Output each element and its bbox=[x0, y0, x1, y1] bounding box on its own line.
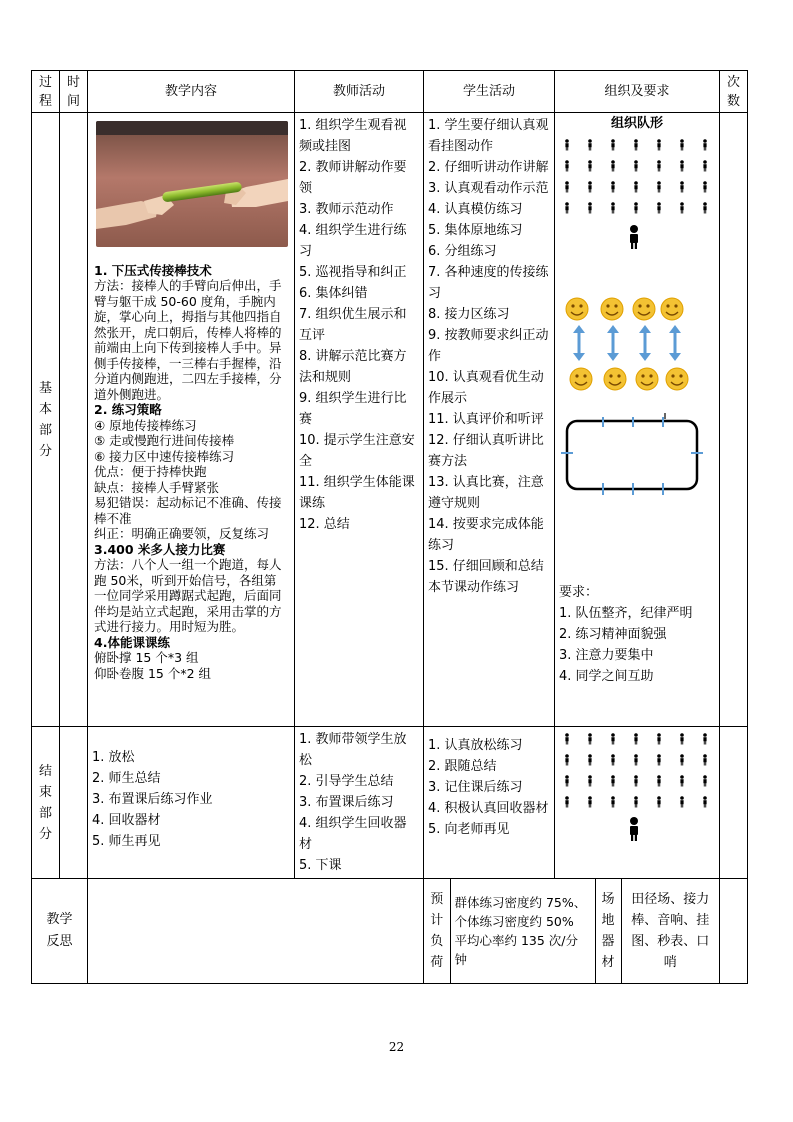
student-activity-item: 8. 接力区练习 bbox=[428, 307, 510, 322]
student-figure-icon bbox=[657, 202, 661, 213]
student-figure-icon bbox=[703, 775, 707, 786]
end-content-item: 5. 师生再见 bbox=[92, 834, 161, 849]
end-student-item: 3. 记住课后练习 bbox=[428, 780, 523, 795]
teacher-activity-list bbox=[299, 115, 419, 535]
smiley-icon bbox=[601, 298, 623, 320]
teacher-activity-item: 11. 组织学生体能课课练 bbox=[299, 475, 415, 511]
smiley-icon bbox=[666, 368, 688, 390]
requirement-item: 1. 队伍整齐，纪律严明 bbox=[559, 606, 693, 621]
header-row bbox=[32, 71, 748, 113]
double-arrow-icon bbox=[669, 325, 681, 361]
basic-organization-cell bbox=[555, 113, 720, 727]
end-student-item: 2. 跟随总结 bbox=[428, 759, 497, 774]
student-figure-icon bbox=[634, 796, 638, 807]
teacher-figure-icon bbox=[630, 225, 638, 249]
student-figure-icon bbox=[634, 202, 638, 213]
double-arrow-icon bbox=[639, 325, 651, 361]
baton-handoff-photo bbox=[96, 121, 288, 247]
header-count bbox=[720, 71, 748, 113]
student-figure-icon bbox=[703, 754, 707, 765]
double-arrow-icon bbox=[573, 325, 585, 361]
requirement-item: 4. 同学之间互助 bbox=[559, 669, 654, 684]
end-part-row bbox=[32, 727, 748, 879]
student-figure-icon bbox=[680, 733, 684, 744]
teacher-activity-item: 1. 组织学生观看视频或挂图 bbox=[299, 118, 407, 154]
student-figure-icon bbox=[588, 775, 592, 786]
header-time bbox=[60, 71, 88, 113]
basic-count-cell bbox=[720, 113, 748, 727]
basic-part-row bbox=[32, 113, 748, 727]
reflection-row bbox=[32, 879, 748, 984]
load-label: 预计负荷 bbox=[430, 892, 444, 970]
student-figure-icon bbox=[565, 796, 569, 807]
teacher-activity-item: 8. 讲解示范比赛方法和规则 bbox=[299, 349, 407, 385]
requirement-item: 3. 注意力要集中 bbox=[559, 648, 654, 663]
section-2-title: 2. 练习策略 bbox=[94, 402, 162, 417]
student-figure-icon bbox=[657, 796, 661, 807]
student-figure-icon bbox=[703, 202, 707, 213]
reflection-content-cell bbox=[88, 879, 424, 984]
requirements-label: 要求： bbox=[559, 585, 599, 600]
student-figure-icon bbox=[565, 202, 569, 213]
student-figure-icon bbox=[588, 139, 592, 150]
venue-label: 场地器材 bbox=[601, 892, 615, 970]
relay-pairs-diagram bbox=[566, 298, 688, 390]
student-figure-icon bbox=[588, 796, 592, 807]
end-teacher-list bbox=[299, 729, 419, 876]
student-figure-icon bbox=[657, 733, 661, 744]
teacher-activity-item: 4. 组织学生进行练习 bbox=[299, 223, 407, 259]
smiley-icon bbox=[604, 368, 626, 390]
student-figure-icon bbox=[657, 181, 661, 192]
practice-item: ⑤ 走或慢跑行进间传接棒 bbox=[94, 433, 235, 448]
header-stage bbox=[32, 71, 60, 113]
student-activity-item: 2. 仔细听讲动作讲解 bbox=[428, 160, 549, 175]
student-activity-item: 14. 按要求完成体能练习 bbox=[428, 517, 544, 553]
student-figure-icon bbox=[588, 160, 592, 171]
formation-title: 组织队形 bbox=[610, 116, 663, 131]
student-figure-icon bbox=[680, 160, 684, 171]
venue-text-cell bbox=[621, 879, 719, 983]
student-figure-icon bbox=[611, 202, 615, 213]
student-figure-icon bbox=[703, 796, 707, 807]
lesson-plan-table bbox=[31, 70, 748, 984]
teacher-activity-item: 5. 巡视指导和纠正 bbox=[299, 265, 407, 280]
basic-content-cell bbox=[88, 113, 295, 727]
student-figure-icon bbox=[588, 181, 592, 192]
student-figure-icon bbox=[565, 181, 569, 192]
header-count-text: 次数 bbox=[726, 74, 740, 109]
fitness-item: 俯卧撑 15 个*3 组 bbox=[94, 650, 199, 665]
practice-note: 缺点：接棒人手臂紧张 bbox=[94, 479, 220, 495]
student-figure-icon bbox=[680, 754, 684, 765]
teacher-activity-item: 12. 总结 bbox=[299, 517, 350, 532]
student-figure-icon bbox=[703, 139, 707, 150]
student-figure-icon bbox=[588, 754, 592, 765]
student-activity-item: 6. 分组练习 bbox=[428, 244, 497, 259]
formation-diagram bbox=[559, 133, 714, 583]
student-activity-item: 7. 各种速度的传接练习 bbox=[428, 265, 549, 301]
practice-note: 易犯错误：起动标记不准确、传接棒不准 bbox=[94, 495, 282, 526]
end-teacher-item: 3. 布置课后练习 bbox=[299, 795, 394, 810]
student-activity-item: 4. 认真模仿练习 bbox=[428, 202, 523, 217]
student-figure-icon bbox=[634, 139, 638, 150]
section-3-title: 3.400 米多人接力比赛 bbox=[94, 541, 226, 557]
load-heart-rate-text: 平均心率约 135 次/分钟 bbox=[454, 933, 579, 967]
end-content-cell bbox=[88, 727, 295, 879]
student-figure-icon bbox=[611, 733, 615, 744]
student-figure-icon bbox=[565, 160, 569, 171]
reflection-count-cell bbox=[720, 879, 748, 984]
basic-student-cell bbox=[424, 113, 555, 727]
teacher-figure-icon bbox=[630, 817, 638, 841]
reflection-label-cell bbox=[32, 879, 88, 984]
basic-time-cell bbox=[60, 113, 88, 727]
end-student-list bbox=[428, 735, 550, 840]
student-figure-icon bbox=[611, 775, 615, 786]
end-teacher-item: 4. 组织学生回收器材 bbox=[299, 816, 407, 852]
page-number: 22 bbox=[388, 1040, 405, 1054]
load-venue-table bbox=[424, 879, 719, 983]
end-stage-label: 结束部分 bbox=[38, 763, 52, 842]
header-content: 教学内容 bbox=[88, 71, 295, 113]
end-content-list bbox=[92, 747, 290, 852]
student-activity-item: 12. 仔细认真听讲比赛方法 bbox=[428, 433, 544, 469]
section-3-text: 方法：八个人一组一个跑道，每人跑 50米，听到开始信号，各组第一位同学采用蹲踞式起跑，后面同伴均是站立式起跑，采用击掌的方式进行接力。用时短为胜。 bbox=[94, 557, 282, 634]
teacher-activity-item: 6. 集体纠错 bbox=[299, 286, 368, 301]
requirements-list bbox=[559, 603, 715, 687]
end-teacher-cell bbox=[295, 727, 424, 879]
end-teacher-item: 2. 引导学生总结 bbox=[299, 774, 394, 789]
student-activity-item: 11. 认真评价和听评 bbox=[428, 412, 544, 427]
student-figure-icon bbox=[611, 796, 615, 807]
student-activity-item: 9. 按教师要求纠正动作 bbox=[428, 328, 549, 364]
header-stage-text: 过程 bbox=[38, 74, 52, 109]
header-time-text: 时间 bbox=[66, 74, 80, 109]
practice-item: ④ 原地传接棒练习 bbox=[94, 417, 197, 433]
requirement-item: 2. 练习精神面貌强 bbox=[559, 627, 667, 642]
section-4-title: 4.体能课课练 bbox=[94, 634, 170, 650]
student-activity-item: 15. 仔细回顾和总结本节课动作练习 bbox=[428, 559, 544, 595]
student-figure-icon bbox=[703, 160, 707, 171]
teacher-activity-item: 7. 组织优生展示和互评 bbox=[299, 307, 407, 343]
student-figure-icon bbox=[634, 181, 638, 192]
relay-track-diagram bbox=[561, 413, 703, 495]
student-figure-icon bbox=[565, 775, 569, 786]
student-figure-icon bbox=[680, 181, 684, 192]
student-figure-icon bbox=[565, 733, 569, 744]
end-student-item: 5. 向老师再见 bbox=[428, 822, 510, 837]
student-figure-icon bbox=[680, 775, 684, 786]
header-teacher: 教师活动 bbox=[295, 71, 424, 113]
student-figure-icon bbox=[565, 139, 569, 150]
fitness-item: 仰卧卷腹 15 个*2 组 bbox=[94, 665, 212, 681]
end-content-item: 2. 师生总结 bbox=[92, 771, 161, 786]
student-figure-icon bbox=[611, 754, 615, 765]
reflection-details-cell bbox=[424, 879, 720, 984]
venue-label-cell bbox=[595, 879, 621, 983]
double-arrow-icon bbox=[607, 325, 619, 361]
basic-teacher-cell bbox=[295, 113, 424, 727]
end-count-cell bbox=[720, 727, 748, 879]
practice-item: ⑥ 接力区中速传接棒练习 bbox=[94, 448, 235, 464]
student-figure-icon bbox=[657, 139, 661, 150]
basic-stage-cell bbox=[32, 113, 60, 727]
student-figure-icon bbox=[703, 733, 707, 744]
smiley-icon bbox=[633, 298, 655, 320]
header-organization: 组织及要求 bbox=[555, 71, 720, 113]
end-teacher-item: 5. 下课 bbox=[299, 858, 342, 873]
student-figure-icon bbox=[588, 733, 592, 744]
student-figure-icon bbox=[611, 139, 615, 150]
student-figure-icon bbox=[680, 202, 684, 213]
end-organization-cell bbox=[555, 727, 720, 879]
load-text-cell bbox=[450, 879, 595, 983]
student-figure-icon bbox=[657, 160, 661, 171]
smiley-icon bbox=[661, 298, 683, 320]
student-figure-icon bbox=[611, 181, 615, 192]
student-activity-item: 1. 学生要仔细认真观看挂图动作 bbox=[428, 118, 549, 154]
teacher-activity-item: 2. 教师讲解动作要领 bbox=[299, 160, 407, 196]
end-content-item: 1. 放松 bbox=[92, 750, 135, 765]
student-figure-icon bbox=[657, 775, 661, 786]
student-activity-item: 3. 认真观看动作示范 bbox=[428, 181, 549, 196]
student-activity-list bbox=[428, 115, 550, 598]
teacher-activity-item: 9. 组织学生进行比赛 bbox=[299, 391, 407, 427]
smiley-icon bbox=[636, 368, 658, 390]
smiley-icon bbox=[570, 368, 592, 390]
end-student-cell bbox=[424, 727, 555, 879]
venue-text: 田径场、接力棒、音响、挂图、秒表、口哨 bbox=[631, 892, 710, 970]
student-figure-icon bbox=[634, 775, 638, 786]
student-figure-icon bbox=[634, 160, 638, 171]
student-figure-icon bbox=[611, 160, 615, 171]
student-figure-icon bbox=[634, 754, 638, 765]
end-student-item: 1. 认真放松练习 bbox=[428, 738, 523, 753]
header-student: 学生活动 bbox=[424, 71, 555, 113]
student-formation-grid bbox=[565, 733, 707, 807]
student-figure-icon bbox=[703, 181, 707, 192]
end-formation-diagram bbox=[559, 729, 714, 847]
end-stage-cell bbox=[32, 727, 60, 879]
end-content-item: 4. 回收器材 bbox=[92, 813, 161, 828]
student-figure-icon bbox=[588, 202, 592, 213]
basic-stage-label: 基本部分 bbox=[38, 380, 52, 459]
section-1-text: 方法：接棒人的手臂向后伸出，手臂与躯干成 50-60 度角，手腕内旋，掌心向上，拇指与其他四指自然张开，虎口朝后，传棒人将棒的前端由上向下传到接棒人手中。异侧手传接棒，一三棒右手握棒，沿分道内侧跑进，二四左手接棒，分道外侧跑进。 bbox=[94, 278, 282, 402]
student-figure-icon bbox=[634, 733, 638, 744]
end-content-item: 3. 布置课后练习作业 bbox=[92, 792, 213, 807]
practice-note: 纠正：明确正确要领，反复练习 bbox=[94, 526, 270, 541]
load-label-cell bbox=[424, 879, 450, 983]
smiley-icon bbox=[566, 298, 588, 320]
reflection-label: 教学反思 bbox=[46, 912, 73, 949]
teacher-activity-item: 3. 教师示范动作 bbox=[299, 202, 394, 217]
practice-note: 优点：便于持棒快跑 bbox=[94, 464, 207, 479]
student-activity-item: 5. 集体原地练习 bbox=[428, 223, 523, 238]
end-student-item: 4. 积极认真回收器材 bbox=[428, 801, 549, 816]
teacher-activity-item: 10. 提示学生注意安全 bbox=[299, 433, 415, 469]
student-activity-item: 10. 认真观看优生动作展示 bbox=[428, 370, 544, 406]
section-1-title: 1. 下压式传接棒技术 bbox=[94, 262, 212, 278]
student-figure-icon bbox=[680, 139, 684, 150]
student-figure-icon bbox=[657, 754, 661, 765]
load-density-text: 群体练习密度约 75%、个体练习密度约 50% bbox=[454, 895, 587, 929]
student-figure-icon bbox=[680, 796, 684, 807]
end-teacher-item: 1. 教师带领学生放松 bbox=[299, 732, 407, 768]
student-formation-grid bbox=[565, 139, 707, 213]
student-activity-item: 13. 认真比赛，注意遵守规则 bbox=[428, 475, 544, 511]
student-figure-icon bbox=[565, 754, 569, 765]
end-time-cell bbox=[60, 727, 88, 879]
